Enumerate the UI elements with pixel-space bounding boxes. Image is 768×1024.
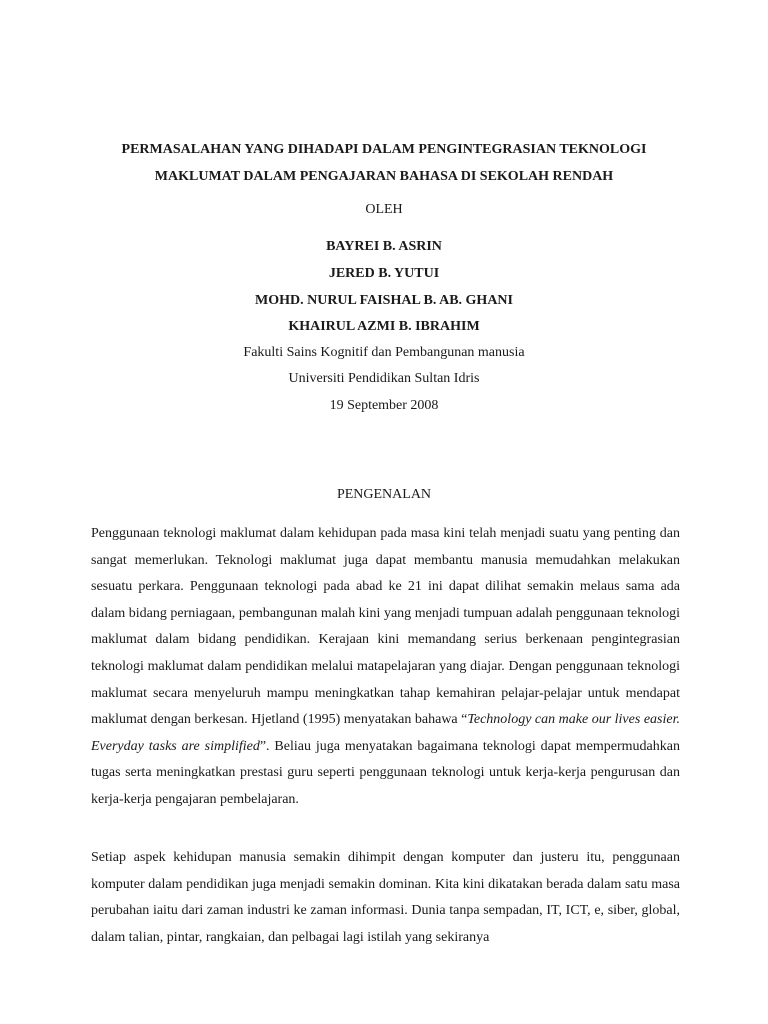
affiliation-university: Universiti Pendidikan Sultan Idris [288,371,480,386]
author-3: MOHD. NURUL FAISHAL B. AB. GHANI [255,293,513,308]
paragraph-1-quote: Technology can make our lives easier. Everyday tasks are simplified [91,712,680,754]
author-4: KHAIRUL AZMI B. IBRAHIM [288,319,480,334]
section-heading: PENGENALAN [336,487,432,502]
title-line-1: PERMASALAHAN YANG DIHADAPI DALAM PENGINTEGRASIAN TEKNOLOGI [121,142,647,157]
paragraph-introduction [91,521,680,814]
author-1: BAYREI B. ASRIN [326,239,442,254]
document-date: 19 September 2008 [329,398,439,413]
paragraph-1-text-before-quote: Penggunaan teknologi maklumat dalam kehidupan pada masa kini telah menjadi suatu yang penting dan sangat memerlukan. Teknologi maklumat juga dapat membantu manusia memudahkan melakukan sesuatu perkara. Penggunaan teknologi pada abad ke 21 ini dapat dilihat semakin melaus sama ada dalam bidang perniagaan, pembangunan malah kini yang menjadi tumpuan adalah penggunaan teknologi maklumat dalam bidang pendidikan. Kerajaan kini memandang serius berkenaan pengintegrasian teknologi maklumat dalam pendidikan melalui matapelajaran yang diajar. Dengan penggunaan teknologi maklumat secara menyeluruh mampu meningkatkan tahap kemahiran pelajar-pelajar untuk mendapat maklumat dengan berkesan. Hjetland (1995) menyatakan bahawa “ [91,526,680,728]
author-2: JERED B. YUTUI [328,266,440,281]
affiliation-faculty: Fakulti Sains Kognitif dan Pembangunan manusia [243,345,525,360]
byline: OLEH [365,202,403,217]
paragraph-1-text-after-quote: ”. Beliau juga menyatakan bagaimana teknologi dapat mempermudahkan tugas serta meningkatkan prestasi guru seperti penggunaan teknologi untuk kerja-kerja pengurusan dan kerja-kerja pengajaran pembelajaran. [91,738,680,807]
paragraph-second: Setiap aspek kehidupan manusia semakin dihimpit dengan komputer dan justeru itu, penggunaan komputer dalam pendidikan juga menjadi semakin dominan. Kita kini dikatakan berada dalam satu masa perubahan iaitu dari zaman industri ke zaman informasi. Dunia tanpa sempadan, IT, ICT, e, siber, global, dalam talian, pintar, rangkaian, dan pelbagai lagi istilah yang sekiranya [91,850,680,945]
document-title [60,136,708,190]
title-line-2: MAKLUMAT DALAM PENGAJARAN BAHASA DI SEKOLAH RENDAH [154,169,614,184]
